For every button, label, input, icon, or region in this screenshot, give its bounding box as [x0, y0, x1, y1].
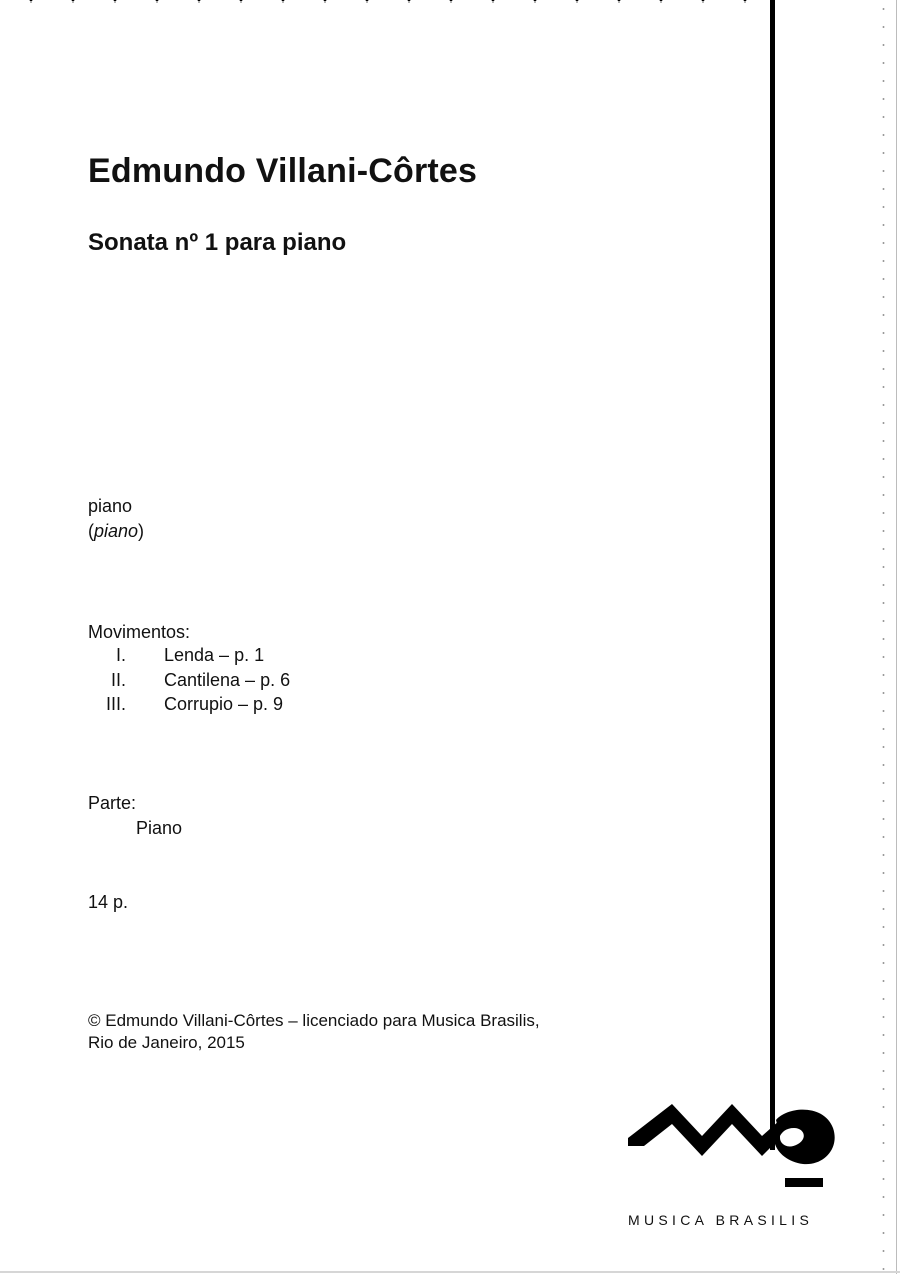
- movement-numeral: I.: [115, 645, 126, 665]
- movements-label: Movimentos:: [88, 622, 191, 642]
- instrumentation-translation-text: piano: [94, 521, 139, 541]
- logo-zigzag-shape: [628, 1104, 780, 1156]
- right-dotted-border: [882, 0, 885, 1274]
- right-page-edge: [896, 0, 897, 1274]
- instrumentation: piano: [88, 496, 133, 516]
- movement-numeral: II.: [110, 670, 126, 690]
- page-count: 14 p.: [88, 892, 129, 912]
- instrumentation-translation: (piano): [88, 521, 145, 541]
- movement-name: Cantilena – p. 6: [164, 670, 291, 690]
- publisher-name: MUSICA BRASILIS: [628, 1212, 814, 1228]
- logo-bar-shape: [785, 1178, 823, 1187]
- movement-item: [88, 643, 488, 668]
- musica-brasilis-logo-icon: [628, 1100, 838, 1195]
- copyright-notice: [88, 1010, 540, 1054]
- movement-item: [88, 692, 488, 717]
- copyright-line: © Edmundo Villani-Côrtes – licenciado para Musica Brasilis,: [88, 1011, 540, 1030]
- movement-item: [88, 668, 488, 693]
- movement-numeral: III.: [105, 694, 126, 714]
- bottom-page-edge: [0, 1271, 900, 1273]
- work-title: Sonata nº 1 para piano: [88, 229, 347, 256]
- part-item: Piano: [136, 818, 183, 838]
- parts-label: Parte:: [88, 793, 137, 813]
- copyright-line: Rio de Janeiro, 2015: [88, 1033, 245, 1052]
- movement-name: Corrupio – p. 9: [164, 694, 284, 714]
- logo-notehead-shape: [774, 1110, 835, 1164]
- top-dotted-border: [0, 0, 770, 3]
- movement-name: Lenda – p. 1: [164, 645, 265, 665]
- composer-name: Edmundo Villani-Côrtes: [88, 152, 478, 190]
- note-stem-line: [770, 0, 775, 1150]
